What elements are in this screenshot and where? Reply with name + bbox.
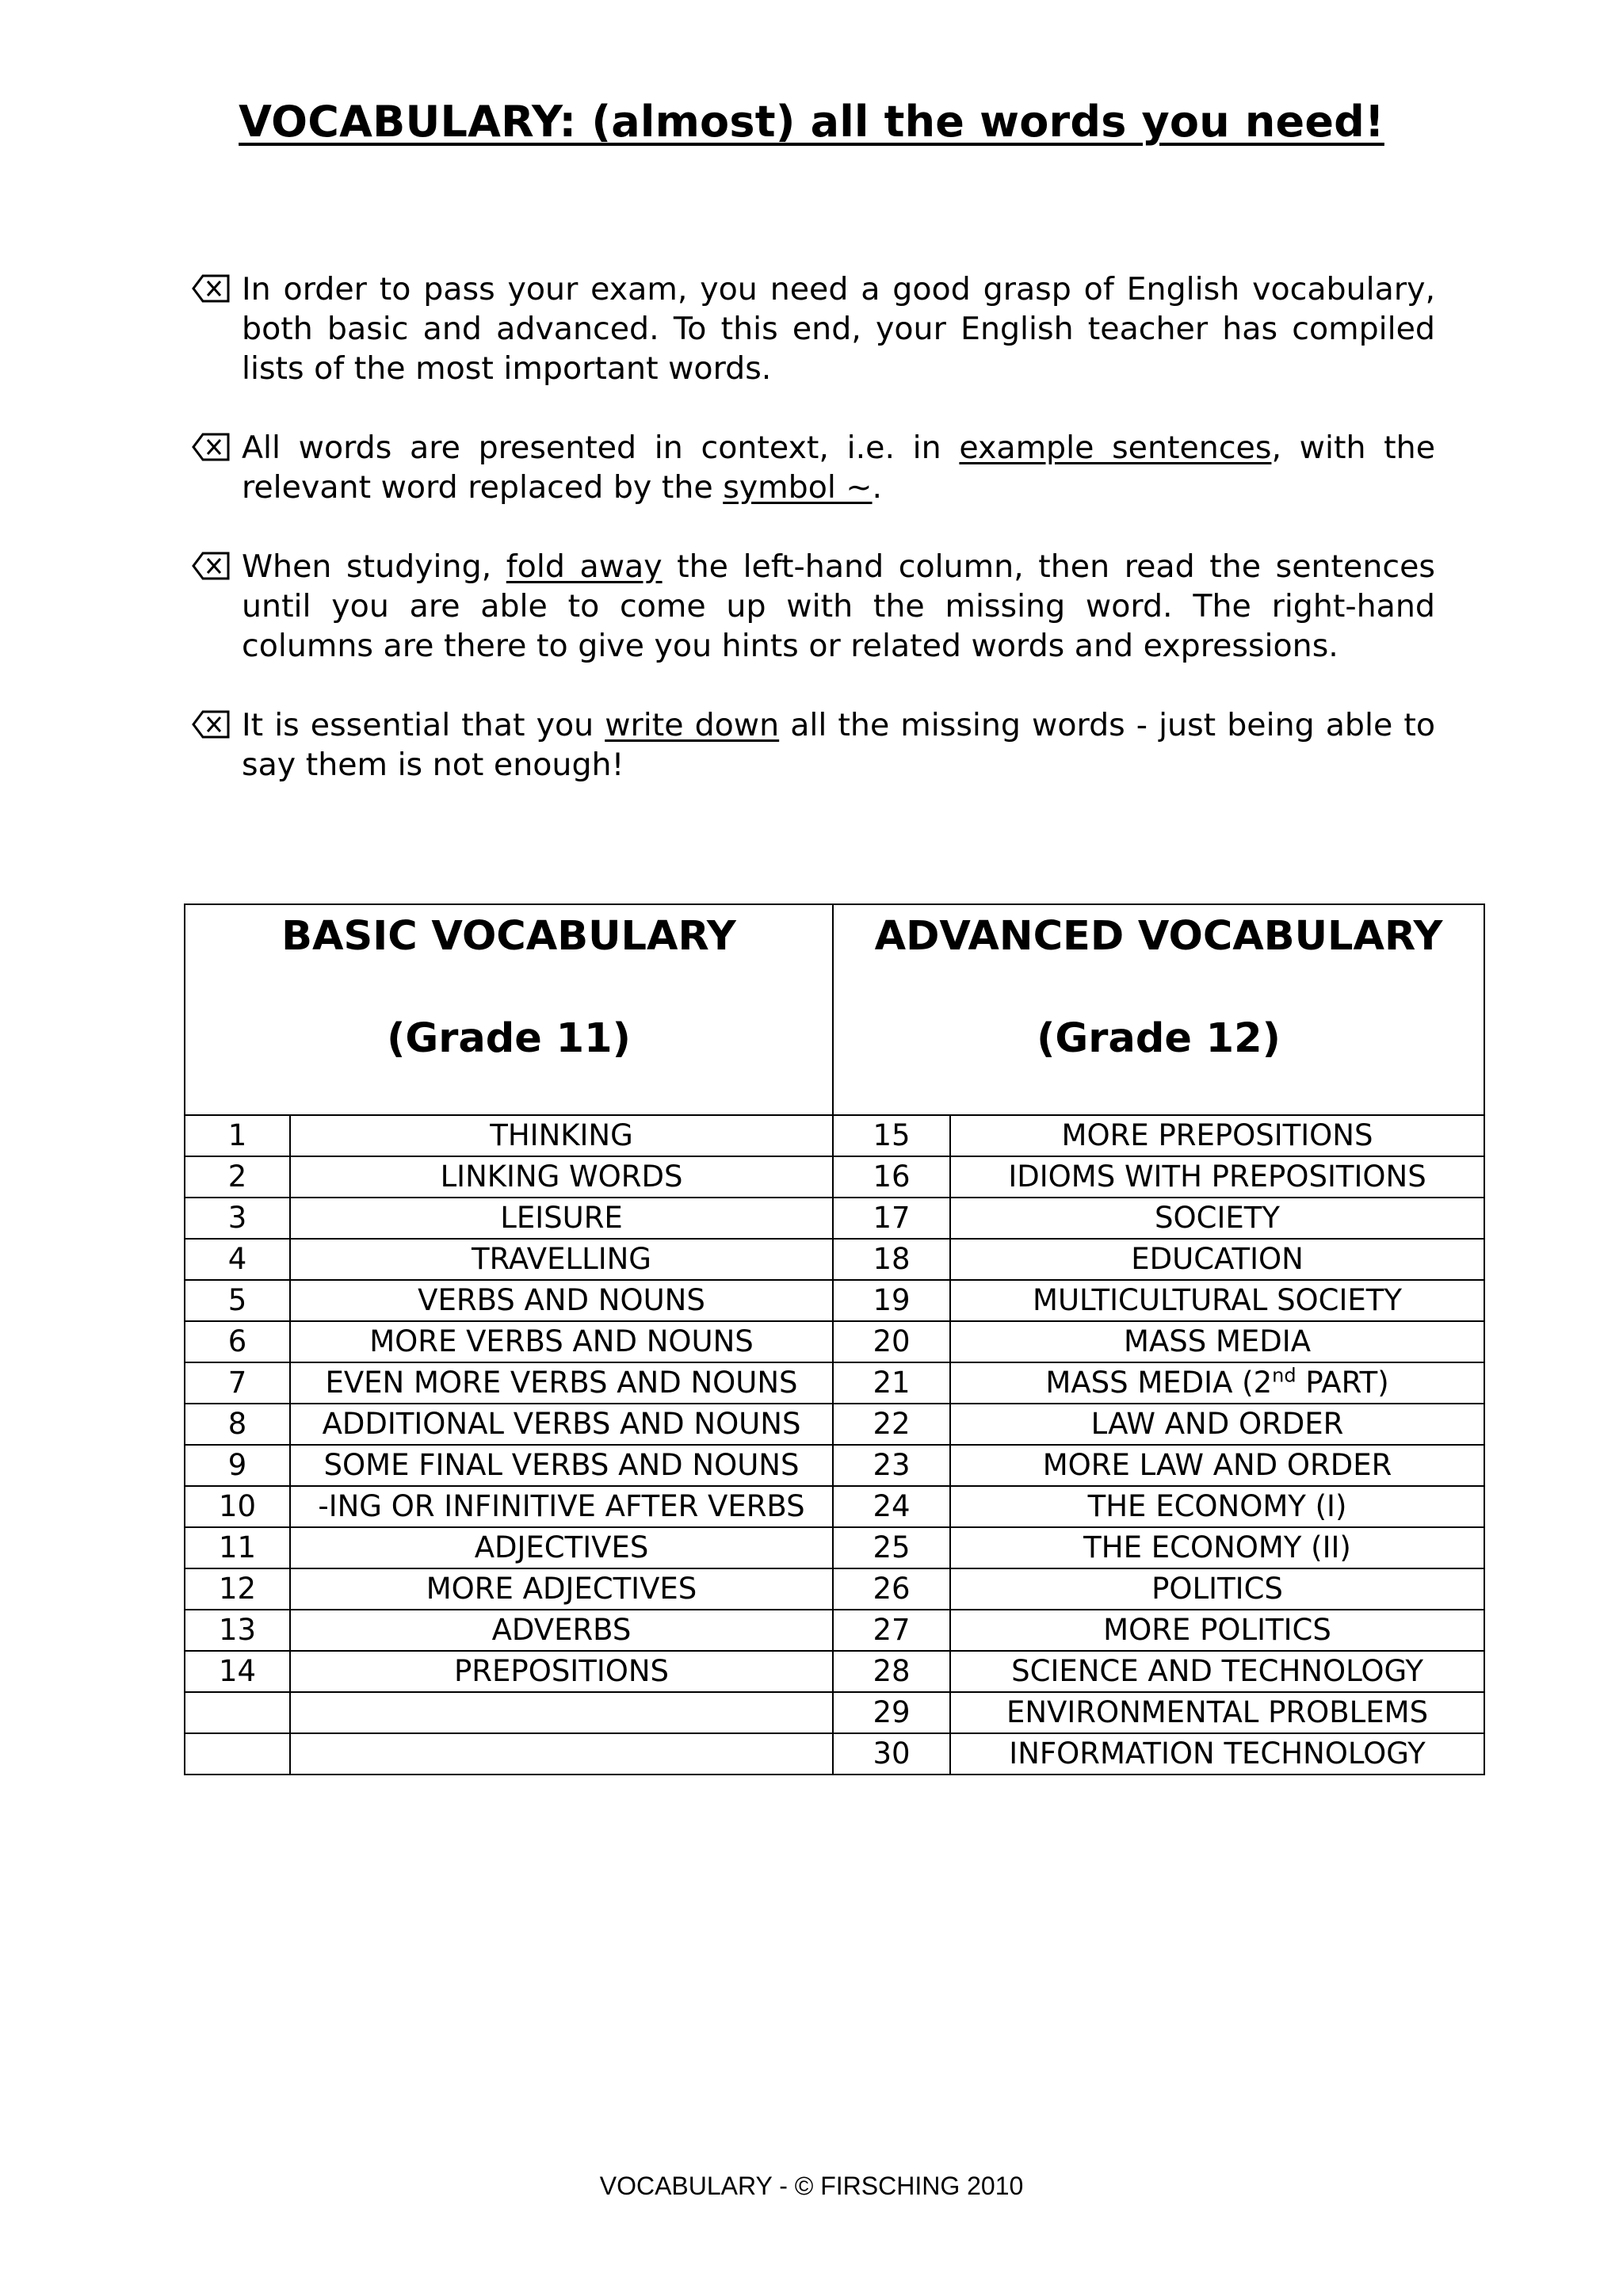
underlined-phrase: symbol ~ — [723, 469, 873, 506]
underlined-phrase: write down — [605, 707, 780, 743]
advanced-unit-number: 27 — [833, 1610, 950, 1651]
ordinal-superscript: nd — [1272, 1364, 1296, 1387]
table-row — [185, 1280, 1484, 1321]
instruction-item — [192, 547, 1435, 666]
text-run: When studying, — [242, 548, 506, 585]
advanced-unit-title: MULTICULTURAL SOCIETY — [950, 1280, 1484, 1321]
instruction-text — [242, 428, 1435, 507]
cross-box-arrow-icon — [192, 431, 230, 463]
advanced-unit-number: 29 — [833, 1692, 950, 1733]
basic-unit-number: 4 — [185, 1239, 290, 1280]
basic-unit-number: 10 — [185, 1486, 290, 1527]
basic-unit-title: ADJECTIVES — [290, 1527, 833, 1568]
advanced-vocabulary-header — [833, 904, 1484, 1115]
basic-heading: BASIC VOCABULARY — [281, 913, 736, 960]
advanced-unit-number: 25 — [833, 1527, 950, 1568]
basic-unit-number: 6 — [185, 1321, 290, 1362]
table-row — [185, 1115, 1484, 1156]
instruction-item — [192, 705, 1435, 785]
advanced-unit-number: 15 — [833, 1115, 950, 1156]
basic-unit-number: 2 — [185, 1156, 290, 1198]
advanced-unit-number: 21 — [833, 1362, 950, 1404]
unit-title-text: PART) — [1296, 1366, 1389, 1400]
advanced-unit-title: MORE PREPOSITIONS — [950, 1115, 1484, 1156]
table-header-row — [185, 904, 1484, 1115]
advanced-unit-title: LAW AND ORDER — [950, 1404, 1484, 1445]
advanced-unit-number: 28 — [833, 1651, 950, 1692]
instruction-text — [242, 547, 1435, 666]
basic-unit-title: EVEN MORE VERBS AND NOUNS — [290, 1362, 833, 1404]
instruction-item — [192, 428, 1435, 507]
table-row — [185, 1239, 1484, 1280]
advanced-unit-title: MORE POLITICS — [950, 1610, 1484, 1651]
advanced-unit-title: EDUCATION — [950, 1239, 1484, 1280]
table-row — [185, 1362, 1484, 1404]
text-run: It is essential that you — [242, 707, 605, 743]
text-run: , with the relevant word replaced by the — [242, 430, 1435, 506]
basic-unit-title: PREPOSITIONS — [290, 1651, 833, 1692]
advanced-unit-title: SCIENCE AND TECHNOLOGY — [950, 1651, 1484, 1692]
table-row — [185, 1445, 1484, 1486]
table-row — [185, 1733, 1484, 1775]
basic-unit-title: LINKING WORDS — [290, 1156, 833, 1198]
advanced-unit-number: 19 — [833, 1280, 950, 1321]
text-run: . — [872, 469, 883, 506]
cross-box-arrow-icon — [192, 550, 230, 582]
basic-unit-title — [290, 1692, 833, 1733]
unit-title-text: MASS MEDIA (2 — [1045, 1366, 1273, 1400]
advanced-unit-number: 20 — [833, 1321, 950, 1362]
basic-unit-number: 9 — [185, 1445, 290, 1486]
table-row — [185, 1321, 1484, 1362]
basic-unit-title: MORE ADJECTIVES — [290, 1568, 833, 1610]
advanced-unit-number: 24 — [833, 1486, 950, 1527]
advanced-unit-title: THE ECONOMY (I) — [950, 1486, 1484, 1527]
basic-unit-number: 14 — [185, 1651, 290, 1692]
text-run: the left-hand column, then read the sentences until you are able to come up with the missing word. The right-hand columns are there to give you hints or related words and expressions. — [242, 548, 1435, 664]
table-row — [185, 1568, 1484, 1610]
basic-unit-title: ADVERBS — [290, 1610, 833, 1651]
advanced-heading: ADVANCED VOCABULARY — [874, 913, 1443, 960]
advanced-unit-title: ENVIRONMENTAL PROBLEMS — [950, 1692, 1484, 1733]
advanced-unit-title: MASS MEDIA — [950, 1321, 1484, 1362]
page-footer: VOCABULARY - © FIRSCHING 2010 — [599, 2172, 1024, 2200]
advanced-unit-number: 16 — [833, 1156, 950, 1198]
table-row — [185, 1404, 1484, 1445]
table-row — [185, 1651, 1484, 1692]
advanced-unit-number: 22 — [833, 1404, 950, 1445]
advanced-unit-number: 30 — [833, 1733, 950, 1775]
basic-unit-title: THINKING — [290, 1115, 833, 1156]
table-row — [185, 1610, 1484, 1651]
advanced-unit-number: 23 — [833, 1445, 950, 1486]
table-row — [185, 1527, 1484, 1568]
basic-grade: (Grade 11) — [387, 1015, 631, 1062]
basic-unit-number: 7 — [185, 1362, 290, 1404]
basic-unit-title: VERBS AND NOUNS — [290, 1280, 833, 1321]
instruction-text — [242, 269, 1435, 388]
underlined-phrase: example sentences — [959, 430, 1272, 466]
basic-unit-number: 8 — [185, 1404, 290, 1445]
basic-vocabulary-header — [185, 904, 833, 1115]
page-title: VOCABULARY: (almost) all the words you need! — [239, 97, 1384, 147]
cross-box-arrow-icon — [192, 709, 230, 740]
basic-unit-title: TRAVELLING — [290, 1239, 833, 1280]
text-run: All words are presented in context, i.e. in — [242, 430, 960, 466]
advanced-grade: (Grade 12) — [1037, 1015, 1281, 1062]
advanced-unit-number: 18 — [833, 1239, 950, 1280]
basic-unit-number: 11 — [185, 1527, 290, 1568]
basic-unit-number: 3 — [185, 1198, 290, 1239]
basic-unit-title: MORE VERBS AND NOUNS — [290, 1321, 833, 1362]
basic-unit-number: 5 — [185, 1280, 290, 1321]
table-row — [185, 1156, 1484, 1198]
instruction-item — [192, 269, 1435, 388]
instruction-text — [242, 705, 1435, 785]
basic-unit-number: 13 — [185, 1610, 290, 1651]
advanced-unit-title: SOCIETY — [950, 1198, 1484, 1239]
basic-unit-title — [290, 1733, 833, 1775]
text-run: In order to pass your exam, you need a good grasp of English vocabulary, both basic and advanced. To this end, your English teacher has compiled lists of the most important words. — [242, 271, 1435, 387]
table-row — [185, 1486, 1484, 1527]
table-row — [185, 1692, 1484, 1733]
basic-unit-number: 1 — [185, 1115, 290, 1156]
underlined-phrase: fold away — [506, 548, 663, 585]
basic-unit-number — [185, 1733, 290, 1775]
advanced-unit-number: 17 — [833, 1198, 950, 1239]
vocabulary-table — [184, 904, 1485, 1775]
basic-unit-number: 12 — [185, 1568, 290, 1610]
advanced-unit-title — [950, 1362, 1484, 1404]
cross-box-arrow-icon — [192, 273, 230, 304]
table-row — [185, 1198, 1484, 1239]
basic-unit-number — [185, 1692, 290, 1733]
basic-unit-title: -ING OR INFINITIVE AFTER VERBS — [290, 1486, 833, 1527]
advanced-unit-title: IDIOMS WITH PREPOSITIONS — [950, 1156, 1484, 1198]
text-run: all the missing words - just being able to say them is not enough! — [242, 707, 1435, 783]
advanced-unit-title: INFORMATION TECHNOLOGY — [950, 1733, 1484, 1775]
basic-unit-title: ADDITIONAL VERBS AND NOUNS — [290, 1404, 833, 1445]
advanced-unit-title: POLITICS — [950, 1568, 1484, 1610]
advanced-unit-title: MORE LAW AND ORDER — [950, 1445, 1484, 1486]
basic-unit-title: SOME FINAL VERBS AND NOUNS — [290, 1445, 833, 1486]
advanced-unit-number: 26 — [833, 1568, 950, 1610]
table-body — [185, 1115, 1484, 1775]
advanced-unit-title: THE ECONOMY (II) — [950, 1527, 1484, 1568]
basic-unit-title: LEISURE — [290, 1198, 833, 1239]
